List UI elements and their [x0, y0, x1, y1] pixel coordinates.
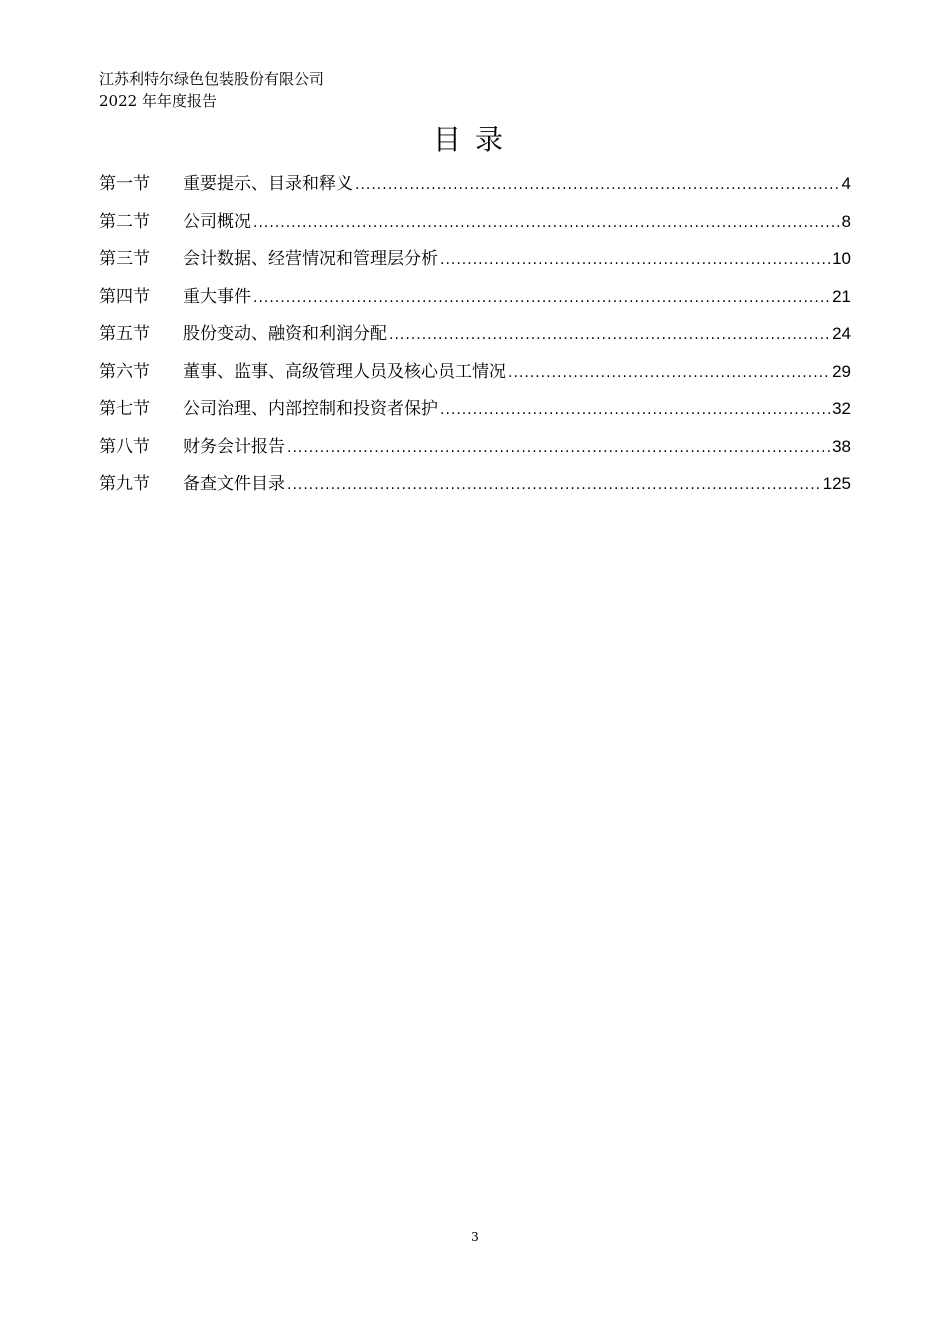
toc-section-number: 第六节: [99, 361, 150, 382]
toc-section-title: 董事、监事、高级管理人员及核心员工情况: [183, 361, 506, 382]
page-header: [99, 68, 324, 112]
table-of-contents: [99, 171, 851, 509]
toc-dot-leader: [508, 360, 830, 386]
toc-page-number: 10: [832, 249, 851, 268]
toc-section-title: 重要提示、目录和释义: [183, 174, 353, 194]
toc-page-number: 32: [832, 399, 851, 418]
toc-page-number: 4: [841, 174, 851, 193]
toc-entry-4[interactable]: [99, 284, 851, 322]
toc-dot-leader: [440, 397, 830, 423]
toc-entry-9[interactable]: [99, 471, 851, 509]
toc-dot-leader: [287, 472, 821, 498]
header-company-name: 江苏利特尔绿色包装股份有限公司: [99, 70, 325, 88]
toc-section-number: 第三节: [99, 249, 150, 269]
toc-title: 目录: [432, 123, 517, 156]
toc-section-title: 公司治理、内部控制和投资者保护: [183, 399, 438, 419]
toc-section-title: 备查文件目录: [183, 474, 285, 494]
toc-section-title: 公司概况: [183, 211, 251, 232]
toc-section-number: 第九节: [99, 474, 150, 494]
toc-page-number: 125: [822, 474, 851, 493]
toc-page-number: 21: [832, 286, 851, 306]
toc-dot-leader: [287, 435, 830, 461]
toc-section-title: 股份变动、融资和利润分配: [183, 324, 387, 344]
toc-entry-5[interactable]: [99, 321, 851, 359]
toc-section-number: 第一节: [99, 174, 150, 194]
toc-entry-3[interactable]: [99, 246, 851, 284]
toc-section-title: 会计数据、经营情况和管理层分析: [183, 249, 438, 269]
toc-dot-leader: [253, 285, 830, 311]
toc-entry-1[interactable]: [99, 171, 851, 209]
toc-entry-8[interactable]: [99, 434, 851, 472]
toc-page-number: 8: [841, 211, 851, 231]
toc-section-title: 重大事件: [183, 286, 251, 307]
toc-section-number: 第五节: [99, 324, 150, 344]
toc-entry-2[interactable]: [99, 209, 851, 247]
header-report-title: 2022 年年度报告: [99, 92, 217, 110]
toc-section-title: 财务会计报告: [183, 436, 285, 457]
page-footer-number: 3: [471, 1230, 479, 1244]
toc-entry-7[interactable]: [99, 396, 851, 434]
toc-dot-leader: [389, 322, 830, 348]
toc-section-number: 第二节: [99, 211, 150, 232]
toc-section-number: 第七节: [99, 399, 150, 419]
toc-entry-6[interactable]: [99, 359, 851, 397]
toc-section-number: 第四节: [99, 286, 150, 307]
toc-page-number: 29: [832, 361, 851, 381]
toc-page-number: 24: [832, 324, 851, 343]
toc-dot-leader: [440, 247, 830, 273]
toc-page-number: 38: [832, 436, 851, 456]
toc-dot-leader: [355, 172, 840, 198]
toc-section-number: 第八节: [99, 436, 150, 457]
toc-dot-leader: [253, 210, 840, 236]
